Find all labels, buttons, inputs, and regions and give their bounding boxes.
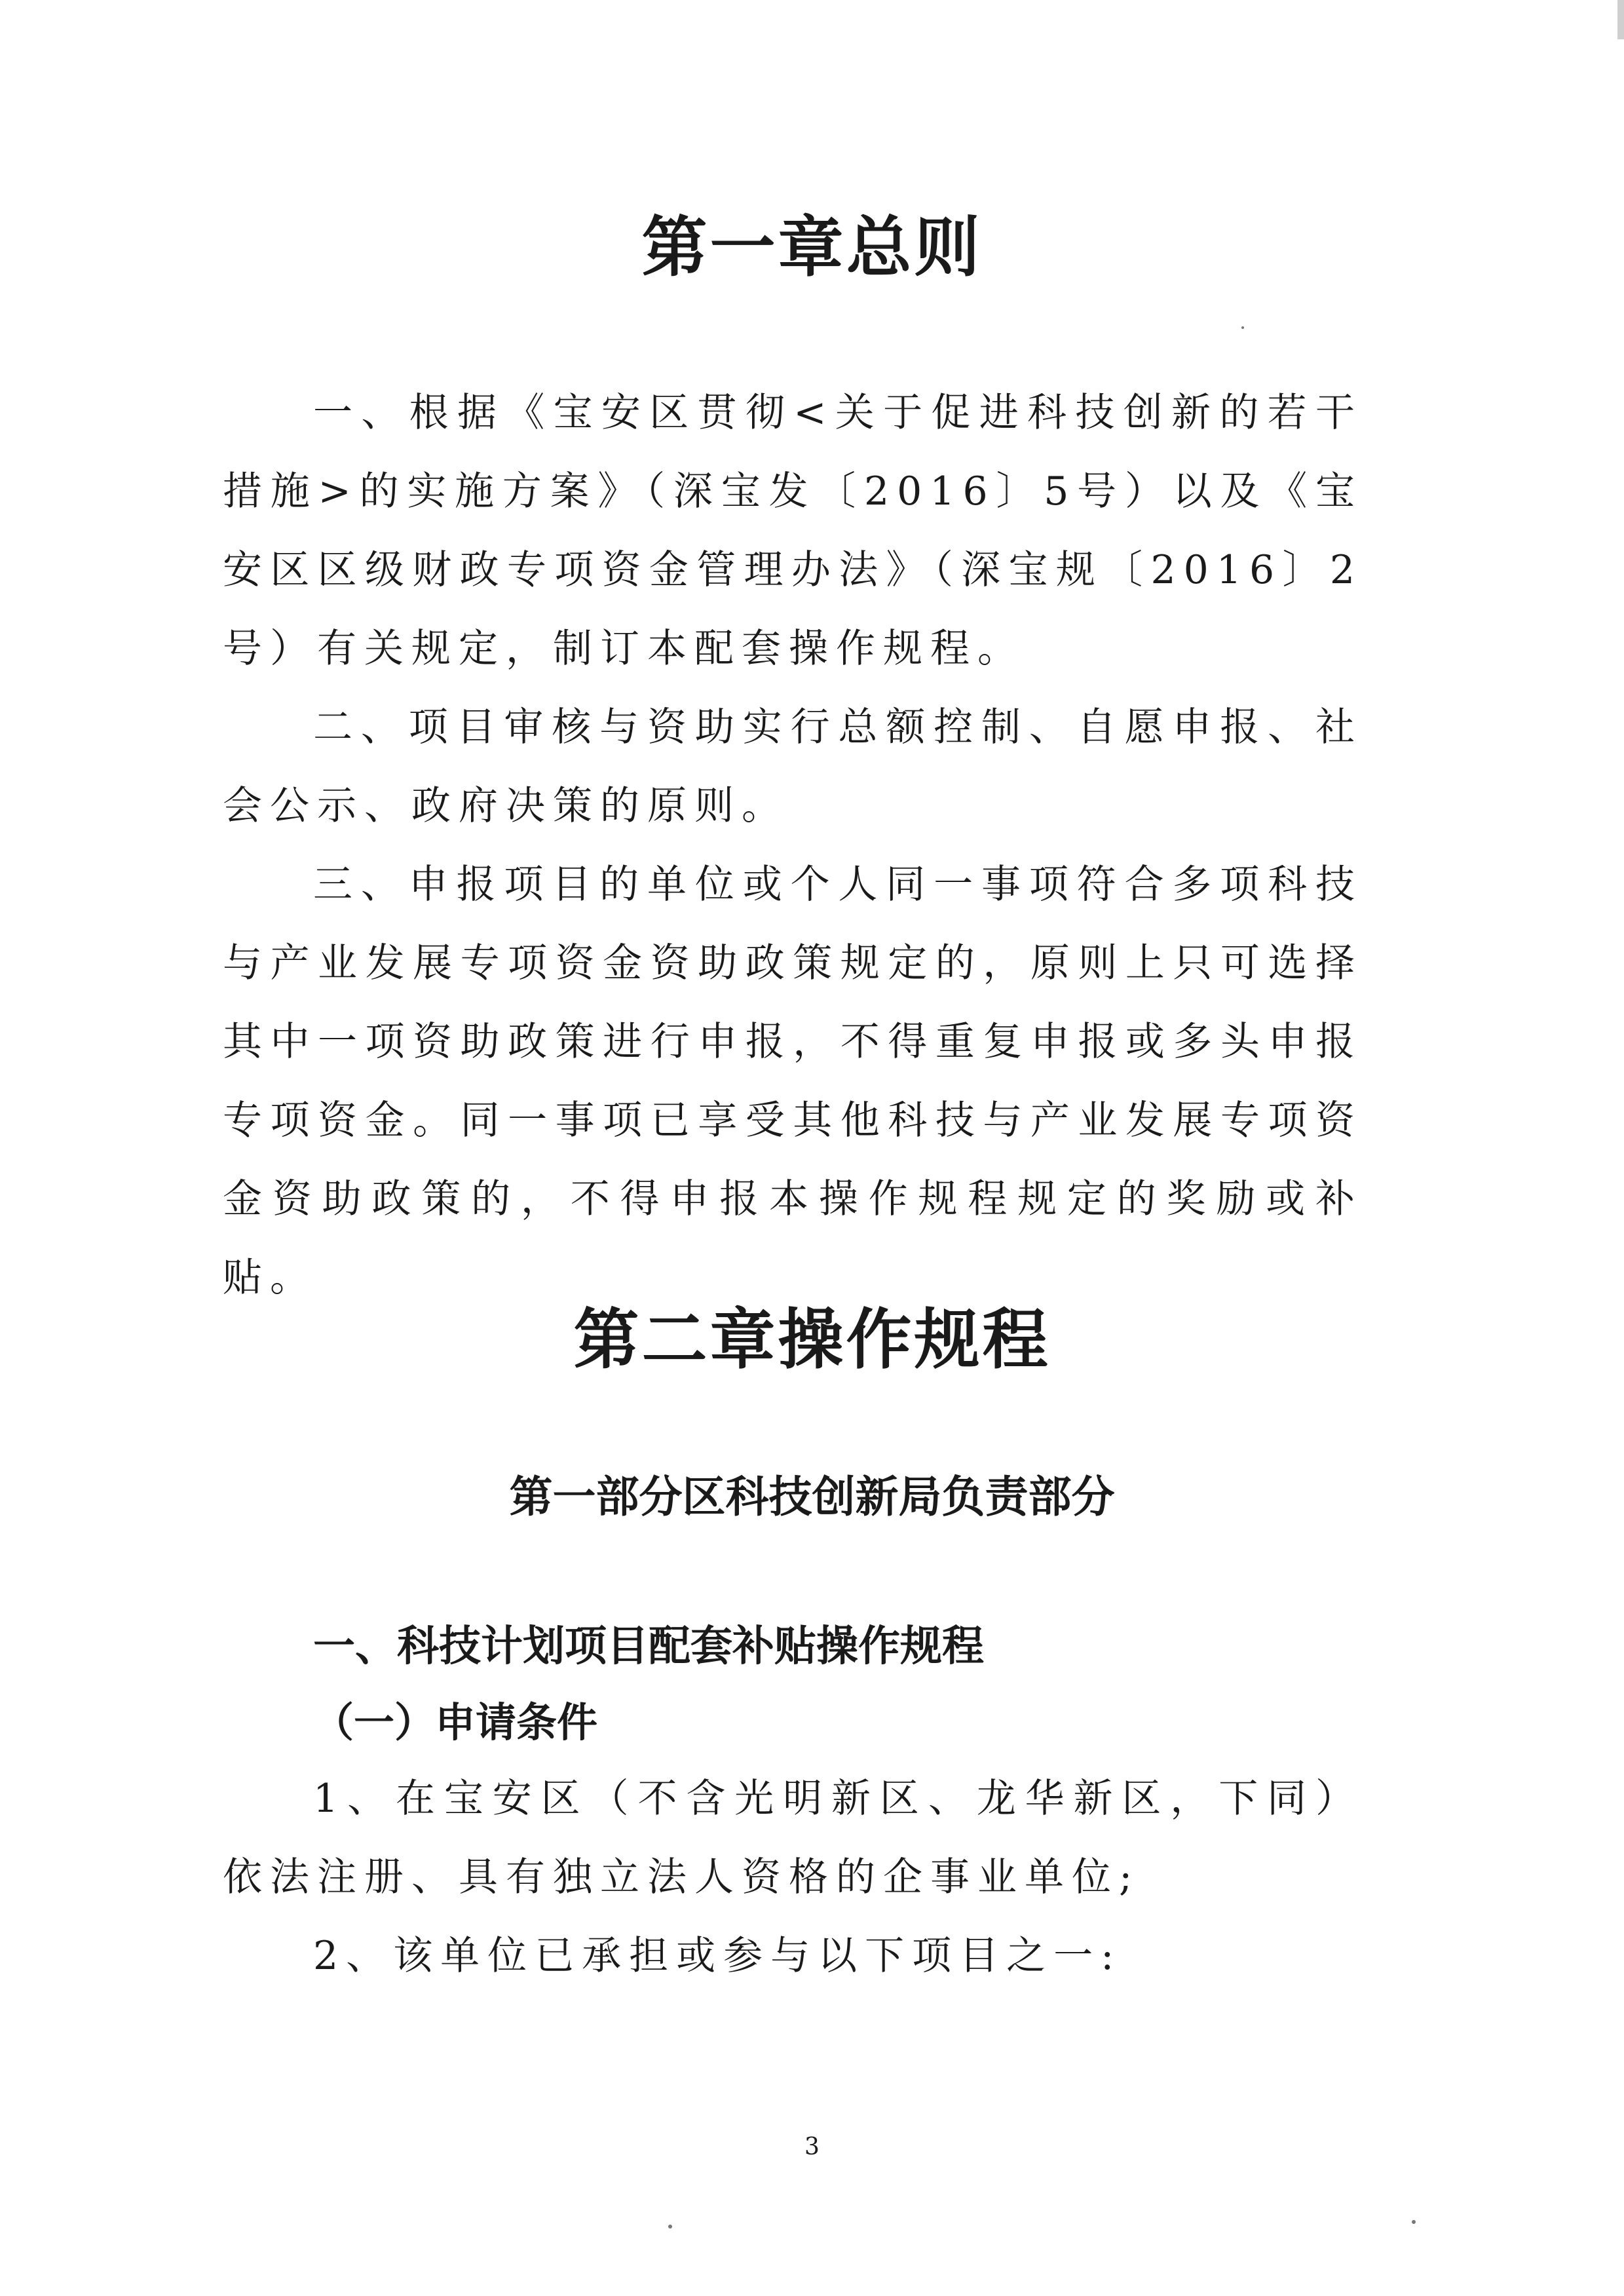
paragraph-1: 一、根据《宝安区贯彻<关于促进科技创新的若干措施>的实施方案》（深宝发〔2016〕5号）以及《宝安区区级财政专项资金管理办法》（深宝规〔2016〕2号）有关规定，制订本配套操作规程。: [223, 390, 1363, 672]
paragraph-3: 三、申报项目的单位或个人同一事项符合多项科技与产业发展专项资金资助政策规定的，原则上只可选择其中一项资助政策进行申报，不得重复申报或多头申报专项资金。同一事项已享受其他科技与产业发展专项资金资助政策的，不得申报本操作规程规定的奖励或补贴。: [223, 862, 1363, 1301]
chapter-1-title: 第一章总则: [641, 209, 983, 286]
page-number: 3: [804, 2133, 820, 2160]
scan-speck: [1241, 326, 1244, 329]
section-heading: 一、科技计划项目配套补贴操作规程: [313, 1622, 984, 1671]
chapter-2-title: 第二章操作规程: [573, 1301, 1051, 1378]
paragraph-2: 二、项目审核与资助实行总额控制、自愿申报、社会公示、政府决策的原则。: [223, 704, 1363, 829]
chapter-1-body: [223, 373, 1363, 1317]
list-item-1: 1、在宝安区（不含光明新区、龙华新区，下同）依法注册、具有独立法人资格的企事业单位;: [223, 1776, 1363, 1900]
subsection-heading: （一）申请条件: [313, 1698, 598, 1746]
part-title: 第一部分区科技创新局负责部分: [509, 1472, 1115, 1522]
scan-speck: [668, 2225, 672, 2229]
scan-speck: [1412, 2220, 1416, 2224]
scan-edge-mark: [1617, 0, 1624, 39]
list-item-2: 2、该单位已承担或参与以下项目之一:: [313, 1933, 1122, 1979]
chapter-2-items: [223, 1759, 1363, 1995]
